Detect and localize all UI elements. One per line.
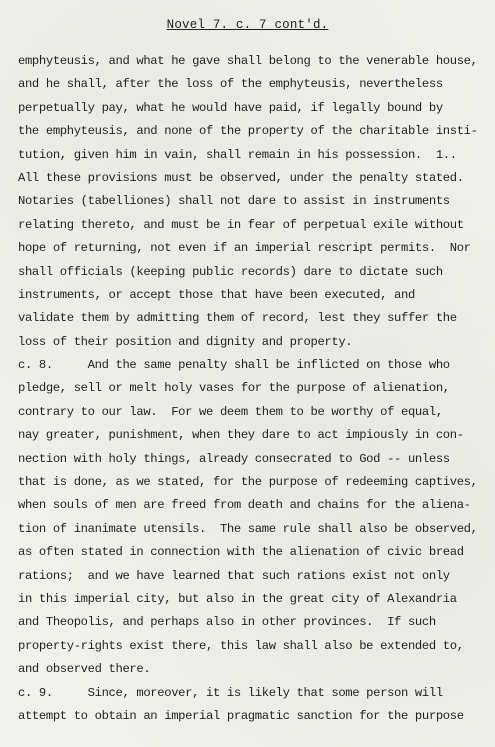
text-line: property-rights exist there, this law shall also be extended to,	[18, 638, 464, 653]
document-body	[18, 50, 488, 728]
text-line: validate them by admitting them of record, lest they suffer the	[18, 311, 457, 326]
text-line: contrary to our law. For we deem them to be worthy of equal,	[18, 404, 443, 419]
text-line: as often stated in connection with the alienation of civic bread	[18, 545, 464, 560]
text-line: rations; and we have learned that such rations exist not only	[18, 568, 450, 583]
text-line: shall officials (keeping public records) dare to dictate such	[18, 264, 443, 279]
text-line: when souls of men are freed from death and chains for the aliena-	[18, 498, 471, 513]
text-line: and Theopolis, and perhaps also in other provinces. If such	[18, 615, 436, 630]
text-line: attempt to obtain an imperial pragmatic sanction for the purpose	[18, 708, 464, 723]
text-line: nection with holy things, already consecrated to God -- unless	[18, 451, 450, 466]
text-line: tution, given him in vain, shall remain in his possession. 1..	[18, 147, 457, 162]
section-heading-line: c. 9. Since, moreover, it is likely that some person will	[18, 685, 443, 700]
text-line: and he shall, after the loss of the emphyteusis, nevertheless	[18, 77, 443, 92]
text-line: relating thereto, and must be in fear of perpetual exile without	[18, 217, 464, 232]
text-line: pledge, sell or melt holy vases for the purpose of alienation,	[18, 381, 450, 396]
page-header: Novel 7. c. 7 cont'd.	[166, 18, 329, 32]
text-line: instruments, or accept those that have been executed, and	[18, 287, 415, 302]
text-line: hope of returning, not even if an imperial rescript permits. Nor	[18, 241, 471, 256]
text-line: Notaries (tabelliones) shall not dare to assist in instruments	[18, 194, 450, 209]
text-line: and observed there.	[18, 662, 151, 677]
text-line: perpetually pay, what he would have paid, if legally bound by	[18, 100, 443, 115]
section-heading-line: c. 8. And the same penalty shall be inflicted on those who	[18, 358, 450, 373]
text-line: tion of inanimate utensils. The same rule shall also be observed,	[18, 521, 478, 536]
text-line: in this imperial city, but also in the great city of Alexandria	[18, 591, 457, 606]
text-line: nay greater, punishment, when they dare to act impiously in con-	[18, 428, 464, 443]
text-line: the emphyteusis, and none of the property of the charitable insti-	[18, 124, 478, 139]
text-line: that is done, as we stated, for the purpose of redeeming captives,	[18, 475, 478, 490]
text-line: emphyteusis, and what he gave shall belong to the venerable house,	[18, 54, 478, 68]
text-line: All these provisions must be observed, under the penalty stated.	[18, 170, 464, 185]
text-line: loss of their position and dignity and property.	[18, 334, 353, 349]
